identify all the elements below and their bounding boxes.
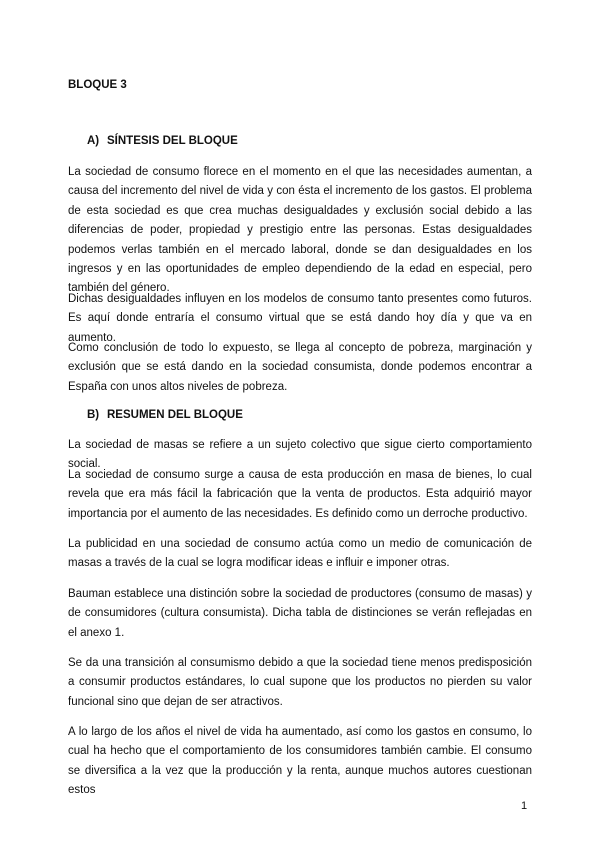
- section-b-paragraph-6: A lo largo de los años el nivel de vida ha aumentado, así como los gastos en consumo, lo cual ha hecho que el comportamiento de los consumidores también cambie. El consumo se diversifica a la vez que la producción y la renta, aunque muchos autores cuestionan estos: [68, 726, 532, 797]
- section-b-title: RESUMEN DEL BLOQUE: [107, 409, 243, 421]
- section-b-letter: B): [87, 409, 100, 421]
- section-a-letter: A): [87, 135, 100, 147]
- section-b-heading: [87, 409, 243, 421]
- section-a-paragraph-1: La sociedad de consumo florece en el momento en el que las necesidades aumentan, a causa del incremento del nivel de vida y con ésta el incremento de los gastos. El problema de esta sociedad es que crea muchas desigualdades y exclusión social debido a las diferencias de poder, propiedad y prestigio entre las personas. Estas desigualdades podemos verlas también en el mercado laboral, donde se dan desigualdades en los ingresos y en las oportunidades de empleo dependiendo de la edad en especial, pero también del género.: [68, 166, 532, 295]
- section-a-paragraph-3: Como conclusión de todo lo expuesto, se llega al concepto de pobreza, marginación y exclusión que se está dando en la sociedad consumista, donde podemos encontrar a España con unos altos niveles de pobreza.: [68, 342, 532, 393]
- section-a-heading: [87, 135, 238, 147]
- section-a-title: SÍNTESIS DEL BLOQUE: [107, 135, 238, 147]
- section-b-paragraph-5: Se da una transición al consumismo debido a que la sociedad tiene menos predisposición a consumir productos estándares, lo cual supone que los productos no pierden su valor funcional sino que dejan de ser atractivos.: [68, 657, 532, 708]
- section-b-paragraph-2: La sociedad de consumo surge a causa de esta producción en masa de bienes, lo cual revela que era más fácil la fabricación que la venta de productos. Esta adquirió mayor importancia por el aumento de las necesidades. Es definido como un derroche productivo.: [68, 469, 532, 520]
- page-number: 1: [521, 800, 528, 812]
- section-b-paragraph-1: La sociedad de masas se refiere a un sujeto colectivo que sigue cierto comportamiento social.: [68, 439, 532, 471]
- section-a-paragraph-2: Dichas desigualdades influyen en los modelos de consumo tanto presentes como futuros. Es aquí donde entraría el consumo virtual que se está dando hoy día y que va en aumento.: [68, 293, 532, 344]
- block-title: BLOQUE 3: [68, 79, 127, 91]
- section-b-paragraph-3: La publicidad en una sociedad de consumo actúa como un medio de comunicación de masas a través de la cual se logra modificar ideas e influir e imponer otras.: [68, 538, 532, 570]
- section-b-paragraph-4: Bauman establece una distinción sobre la sociedad de productores (consumo de masas) y de consumidores (cultura consumista). Dicha tabla de distinciones se verán reflejadas en el anexo 1.: [68, 588, 532, 639]
